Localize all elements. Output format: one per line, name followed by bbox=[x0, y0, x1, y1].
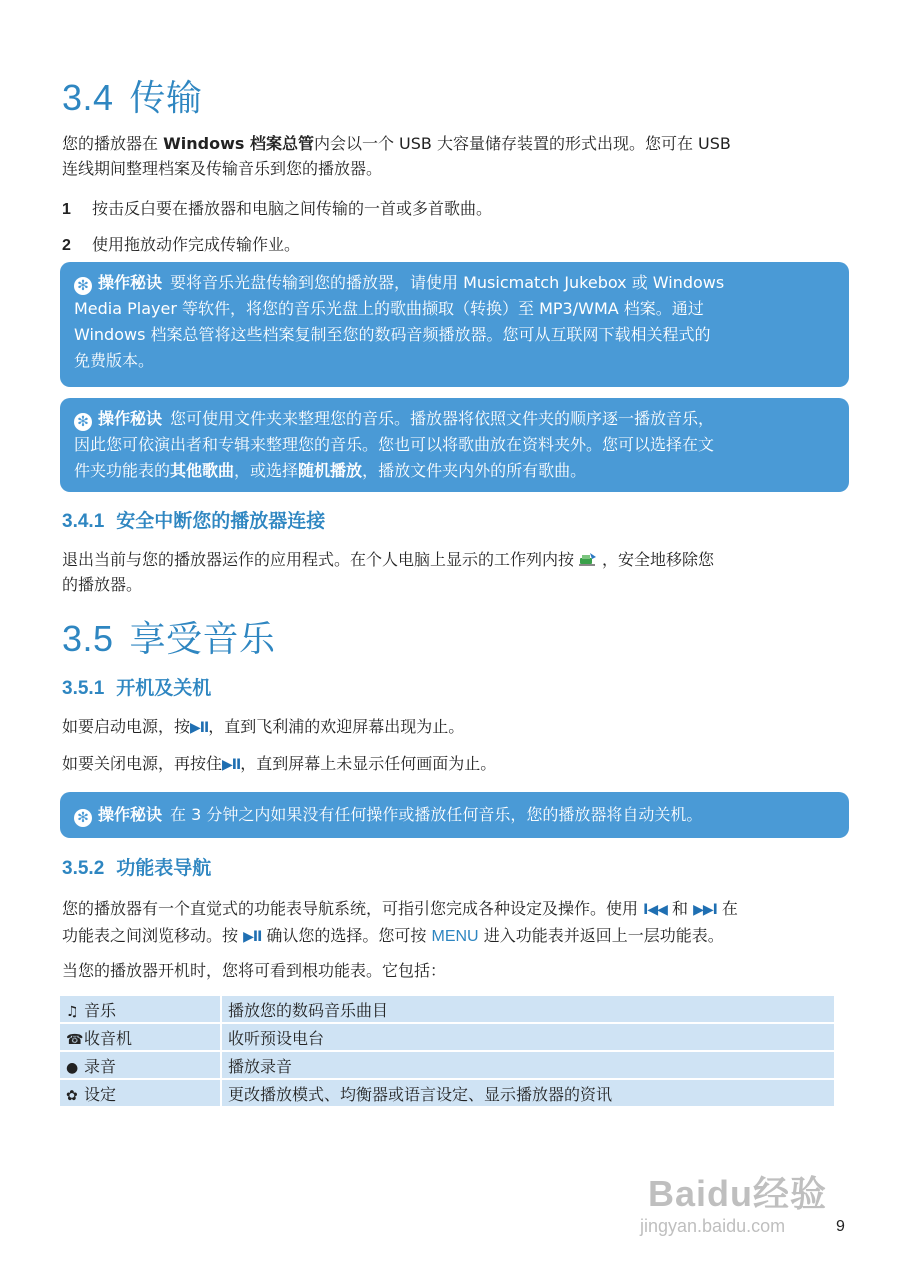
watermark-url: jingyan.baidu.com bbox=[640, 1216, 786, 1236]
tip-asterisk-icon: ✻ bbox=[74, 277, 92, 295]
paragraph-text: 确认您的选择。您可按 bbox=[266, 926, 427, 945]
menu-item-description: 收听预设电台 bbox=[221, 1023, 834, 1051]
baidu-watermark-url bbox=[640, 1216, 785, 1237]
tip-text: ，播放文件夹内外的所有歌曲。 bbox=[362, 461, 587, 480]
tip-asterisk-icon: ✻ bbox=[74, 413, 92, 431]
menu-button-label: MENU bbox=[431, 928, 479, 945]
section-title-text: 传输 bbox=[129, 78, 203, 119]
tip-label: 操作秘诀 bbox=[98, 805, 163, 824]
tip-label: 操作秘诀 bbox=[98, 273, 163, 292]
watermark-brand: Baidu经验 bbox=[648, 1173, 828, 1214]
step-text: 按击反白要在播放器和电脑之间传输的一首或多首歌曲。 bbox=[92, 199, 493, 218]
section-number: 3.5 bbox=[62, 618, 114, 659]
root-menu-table bbox=[60, 996, 834, 1108]
menu-item-cell bbox=[60, 996, 221, 1023]
menu-item-cell bbox=[60, 1051, 221, 1079]
paragraph-text: 进入功能表并返回上一层功能表。 bbox=[483, 926, 724, 945]
menu-item-name: 录音 bbox=[84, 1056, 117, 1076]
intro-text-line2: 连线期间整理档案及传输音乐到您的播放器。 bbox=[62, 159, 383, 178]
intro-text-cont: 内会以一个 USB 大容量储存装置的形式出现。您可在 USB bbox=[313, 134, 731, 153]
tip-text: 您可使用文件夹来整理您的音乐。播放器将依照文件夹的顺序逐一播放音乐， bbox=[170, 409, 715, 428]
section-title-text: 开机及关机 bbox=[116, 677, 212, 699]
menu-item-description: 更改播放模式、均衡器或语言设定、显示播放器的资讯 bbox=[221, 1079, 834, 1107]
tip-text: 要将音乐光盘传输到您的播放器，请使用 Musicmatch Jukebox 或 Windows bbox=[170, 273, 725, 292]
play-pause-icon: ▶II bbox=[190, 720, 209, 736]
section-title-text: 享受音乐 bbox=[129, 619, 276, 660]
tip-asterisk-icon: ✻ bbox=[74, 809, 92, 827]
paragraph-text-line2: 的播放器。 bbox=[62, 575, 143, 594]
tip-text: Media Player 等软件，将您的音乐光盘上的歌曲撷取（转换）至 MP3/WMA 档案。通过 bbox=[74, 299, 704, 318]
play-pause-icon: ▶II bbox=[222, 757, 241, 773]
menu-item-name: 收音机 bbox=[84, 1028, 133, 1048]
tip-label: 操作秘诀 bbox=[98, 409, 163, 428]
menu-item-name: 音乐 bbox=[84, 1000, 117, 1020]
paragraph-text: ，安全地移除您 bbox=[602, 550, 715, 569]
table-row bbox=[60, 996, 834, 1023]
power-on-paragraph bbox=[62, 714, 464, 741]
play-pause-icon: ▶II bbox=[243, 929, 262, 945]
radio-icon: ☎ bbox=[66, 1031, 84, 1048]
paragraph-text: 在 bbox=[721, 899, 738, 918]
section-title-3-4 bbox=[62, 70, 203, 121]
paragraph-text: 您的播放器有一个直觉式的功能表导航系统，可指引您完成各种设定及操作。使用 bbox=[62, 899, 639, 918]
step-1 bbox=[62, 196, 492, 222]
paragraph-text: 如要启动电源，按 bbox=[62, 717, 191, 736]
tip-bold-shuffle: 随机播放 bbox=[298, 461, 363, 480]
tip-text: 在 3 分钟之内如果没有任何操作或播放任何音乐，您的播放器将自动关机。 bbox=[170, 805, 703, 824]
paragraph-text: 功能表之间浏览移动。按 bbox=[62, 926, 239, 945]
menu-item-name: 设定 bbox=[84, 1084, 117, 1104]
paragraph-text: 当您的播放器开机时，您将可看到根功能表。它包括： bbox=[62, 961, 447, 980]
previous-track-icon: I◀◀ bbox=[643, 902, 667, 918]
step-number: 1 bbox=[62, 201, 71, 218]
tip-text: Windows 档案总管将这些档案复制至您的数码音频播放器。您可从互联网下载相关程式的 bbox=[74, 325, 711, 344]
table-row bbox=[60, 1023, 834, 1051]
root-menu-intro bbox=[62, 958, 446, 983]
paragraph-text: 退出当前与您的播放器运作的应用程式。在个人电脑上显示的工作列内按 bbox=[62, 550, 575, 569]
tip-text: 免费版本。 bbox=[74, 351, 155, 370]
tip-box-folders bbox=[60, 398, 849, 492]
section-title-text: 安全中断您的播放器连接 bbox=[116, 510, 326, 532]
menu-item-description: 播放您的数码音乐曲目 bbox=[221, 996, 834, 1023]
power-off-paragraph bbox=[62, 751, 496, 778]
tip-text: ，或选择 bbox=[234, 461, 299, 480]
paragraph-text: 和 bbox=[671, 899, 688, 918]
next-track-icon: ▶▶I bbox=[693, 902, 717, 918]
paragraph-text: 如要关闭电源，再按住 bbox=[62, 754, 223, 773]
page-number: 9 bbox=[836, 1218, 845, 1235]
table-row bbox=[60, 1079, 834, 1107]
section-title-3-4-1 bbox=[62, 506, 325, 533]
baidu-watermark-logo bbox=[648, 1166, 827, 1217]
paragraph-text: ，直到屏幕上未显示任何画面为止。 bbox=[240, 754, 497, 773]
section-title-3-5 bbox=[62, 611, 276, 662]
table-row bbox=[60, 1051, 834, 1079]
tip-box-auto-off bbox=[60, 792, 849, 838]
menu-item-cell bbox=[60, 1023, 221, 1051]
intro-paragraph bbox=[62, 131, 852, 181]
paragraph-text: ，直到飞利浦的欢迎屏幕出现为止。 bbox=[208, 717, 465, 736]
safe-remove-paragraph bbox=[62, 547, 852, 597]
step-2 bbox=[62, 232, 300, 258]
section-title-3-5-2 bbox=[62, 853, 211, 880]
tip-bold-other-songs: 其他歌曲 bbox=[170, 461, 235, 480]
microphone-icon: ● bbox=[66, 1059, 79, 1076]
step-number: 2 bbox=[62, 237, 71, 254]
tip-box-rip-cd bbox=[60, 262, 849, 387]
music-note-icon: ♫ bbox=[66, 1003, 79, 1020]
menu-item-cell bbox=[60, 1079, 221, 1107]
section-number: 3.5.2 bbox=[62, 858, 105, 879]
menu-nav-paragraph bbox=[62, 896, 862, 950]
menu-item-description: 播放录音 bbox=[221, 1051, 834, 1079]
section-title-text: 功能表导航 bbox=[116, 857, 212, 879]
tip-text: 件夹功能表的 bbox=[74, 461, 171, 480]
section-number: 3.4.1 bbox=[62, 511, 105, 532]
settings-gear-icon: ✿ bbox=[66, 1087, 78, 1104]
safely-remove-hardware-icon bbox=[578, 549, 598, 565]
section-number: 3.4 bbox=[62, 77, 114, 118]
intro-bold-windows-explorer: Windows 档案总管 bbox=[163, 134, 314, 153]
section-number: 3.5.1 bbox=[62, 678, 105, 699]
section-title-3-5-1 bbox=[62, 673, 211, 700]
intro-text: 您的播放器在 bbox=[62, 134, 164, 153]
tip-text: 因此您可依演出者和专辑来整理您的音乐。您也可以将歌曲放在资料夹外。您可以选择在文 bbox=[74, 435, 715, 454]
step-text: 使用拖放动作完成传输作业。 bbox=[92, 235, 301, 254]
